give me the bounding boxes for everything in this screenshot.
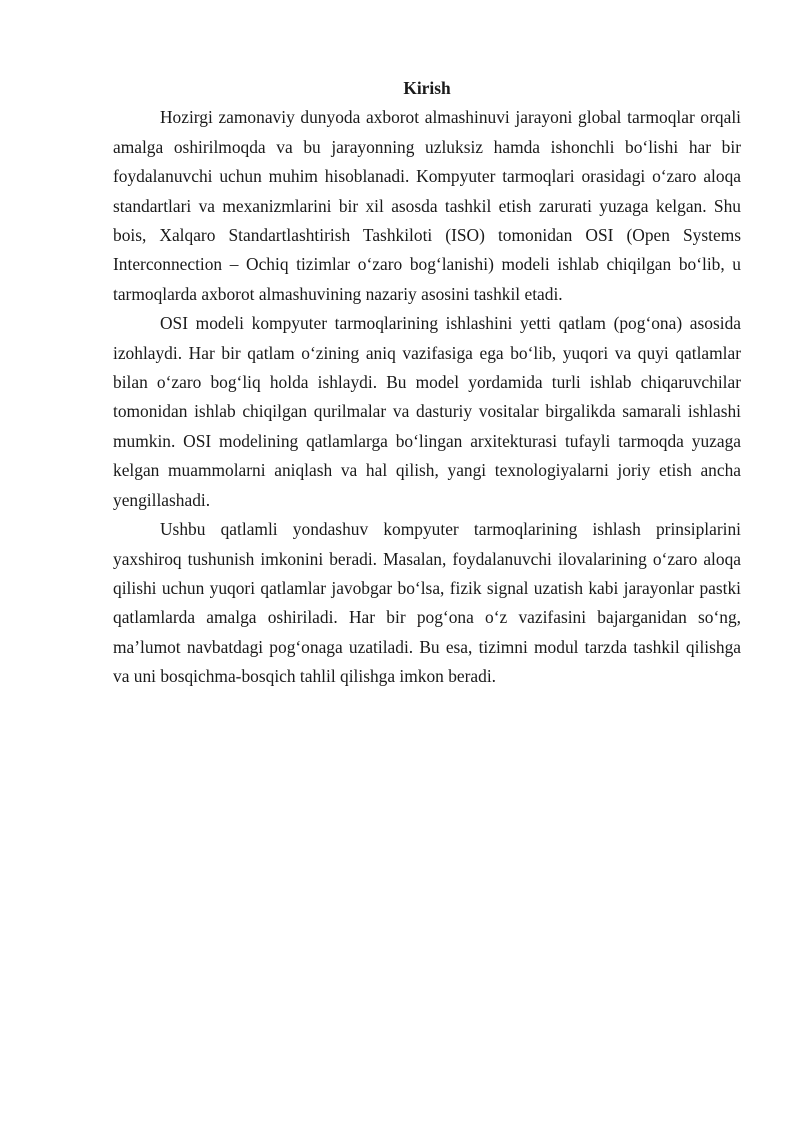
section-title: Kirish <box>403 78 451 98</box>
paragraph-3: Ushbu qatlamli yondashuv kompyuter tarmoqlarining ishlash prinsiplarini yaxshiroq tushunish imkonini beradi. Masalan, foydalanuvchi ilovalarining oʻzaro aloqa qilishi uchun yuqori qatlamlar javobgar boʻlsa, fizik signal uzatish kabi jarayonlar pastki qatlamlarda amalga oshiriladi. Har bir pogʻona oʻz vazifasini bajarganidan soʻng, maʼlumot navbatdagi pogʻonaga uzatiladi. Bu esa, tizimni modul tarzda tashkil qilishga va uni bosqichma-bosqich tahlil qilishga imkon beradi. <box>113 519 741 687</box>
document-body <box>113 74 741 692</box>
paragraph-2: OSI modeli kompyuter tarmoqlarining ishlashini yetti qatlam (pogʻona) asosida izohlaydi. Har bir qatlam oʻzining aniq vazifasiga ega boʻlib, yuqori va quyi qatlamlar bilan oʻzaro bogʻliq holda ishlaydi. Bu model yordamida turli ishlab chiqaruvchilar tomonidan ishlab chiqilgan qurilmalar va dasturiy vositalar birgalikda samarali ishlashi mumkin. OSI modelining qatlamlarga boʻlingan arxitekturasi tufayli tarmoqda yuzaga kelgan muammolarni aniqlash va hal qilish, yangi texnologiyalarni joriy etish ancha yengillashadi. <box>113 313 741 510</box>
paragraph-1: Hozirgi zamonaviy dunyoda axborot almashinuvi jarayoni global tarmoqlar orqali amalga oshirilmoqda va bu jarayonning uzluksiz hamda ishonchli boʻlishi har bir foydalanuvchi uchun muhim hisoblanadi. Kompyuter tarmoqlari orasidagi oʻzaro aloqa standartlari va mexanizmlarini bir xil asosda tashkil etish zarurati yuzaga kelgan. Shu bois, Xalqaro Standartlashtirish Tashkiloti (ISO) tomonidan OSI (Open Systems Interconnection – Ochiq tizimlar oʻzaro bogʻlanishi) modeli ishlab chiqilgan boʻlib, u tarmoqlarda axborot almashuvining nazariy asosini tashkil etadi. <box>113 107 741 304</box>
